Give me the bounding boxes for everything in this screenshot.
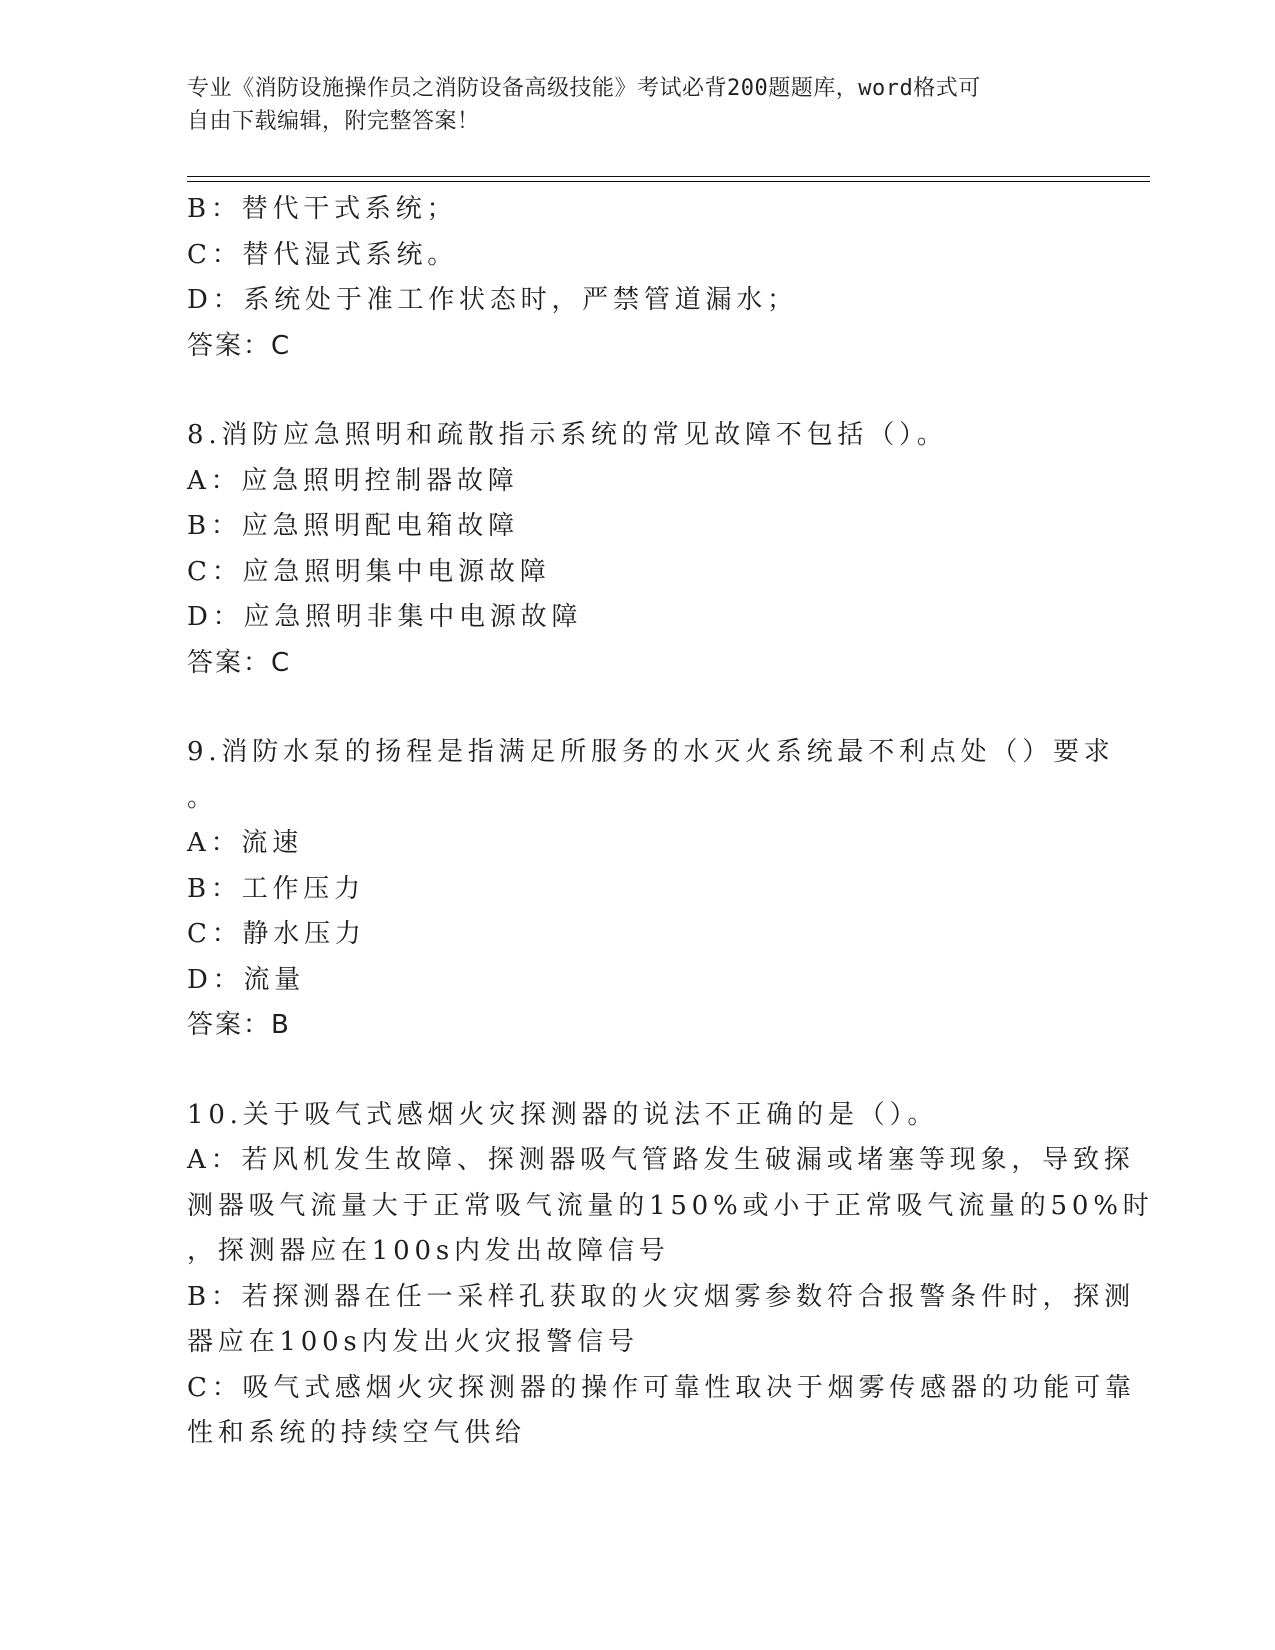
q10-option-c-line-1: C：吸气式感烟火灾探测器的操作可靠性取决于烟雾传感器的功能可靠 (187, 1372, 1136, 1403)
q9-answer: 答案：B (187, 1010, 291, 1040)
q10-option-c-line-2: 性和系统的持续空气供给 (187, 1418, 526, 1448)
spacer (187, 369, 1087, 413)
question-8 (187, 413, 1087, 686)
q7-option-b: B：替代干式系统； (187, 194, 458, 224)
header-line-2: 自由下载编辑，附完整答案！ (187, 109, 480, 134)
q8-option-a: A：应急照明控制器故障 (187, 465, 519, 496)
question-9 (187, 730, 1115, 1049)
q8-answer: 答案：C (187, 647, 292, 678)
question-list (187, 187, 1154, 1457)
q7-option-d: D：系统处于准工作状态时，严禁管道漏水； (187, 285, 798, 315)
q10-option-a-line-1: A：若风机发生故障、探测器吸气管路发生破漏或堵塞等现象，导致探 (187, 1145, 1135, 1175)
q9-question-line-2: 。 (187, 782, 218, 813)
q8-option-c: C：应急照明集中电源故障 (187, 556, 551, 587)
header-divider-top (187, 176, 1150, 177)
q10-option-b-line-2: 器应在100s内发出火灾报警信号 (187, 1327, 639, 1357)
spacer (187, 1049, 1087, 1093)
q9-question-line-1: 9.消防水泵的扬程是指满足所服务的水灭火系统最不利点处（）要求 (187, 737, 1115, 767)
q10-option-a-line-3: ，探测器应在100s内发出故障信号 (187, 1236, 670, 1266)
q10-option-a-line-2: 测器吸气流量大于正常吸气流量的150%或小于正常吸气流量的50%时 (187, 1190, 1154, 1221)
header-line-1: 专业《消防设施操作员之消防设备高级技能》考试必背200题题库，word格式可 (187, 76, 981, 101)
header-divider-bottom (187, 181, 1150, 182)
q9-option-b: B：工作压力 (187, 873, 365, 904)
question-10 (187, 1093, 1154, 1457)
q8-question: 8.消防应急照明和疏散指示系统的常见故障不包括（）。 (187, 420, 948, 450)
q7-answer: 答案：C (187, 330, 292, 361)
q9-option-c: C：静水压力 (187, 919, 366, 949)
document-header (187, 72, 1067, 138)
q8-option-d: D：应急照明非集中电源故障 (187, 602, 583, 632)
q9-option-d: D：流量 (187, 964, 306, 995)
q8-option-b: B：应急照明配电箱故障 (187, 511, 519, 541)
q7-option-c: C：替代湿式系统。 (187, 239, 459, 270)
question-7-remainder (187, 187, 1087, 369)
spacer (187, 686, 1087, 730)
q10-option-b-line-1: B：若探测器在任一采样孔获取的火灾烟雾参数符合报警条件时，探测 (187, 1281, 1135, 1312)
q10-question: 10.关于吸气式感烟火灾探测器的说法不正确的是（）。 (187, 1099, 939, 1130)
q9-option-a: A：流速 (187, 828, 303, 858)
